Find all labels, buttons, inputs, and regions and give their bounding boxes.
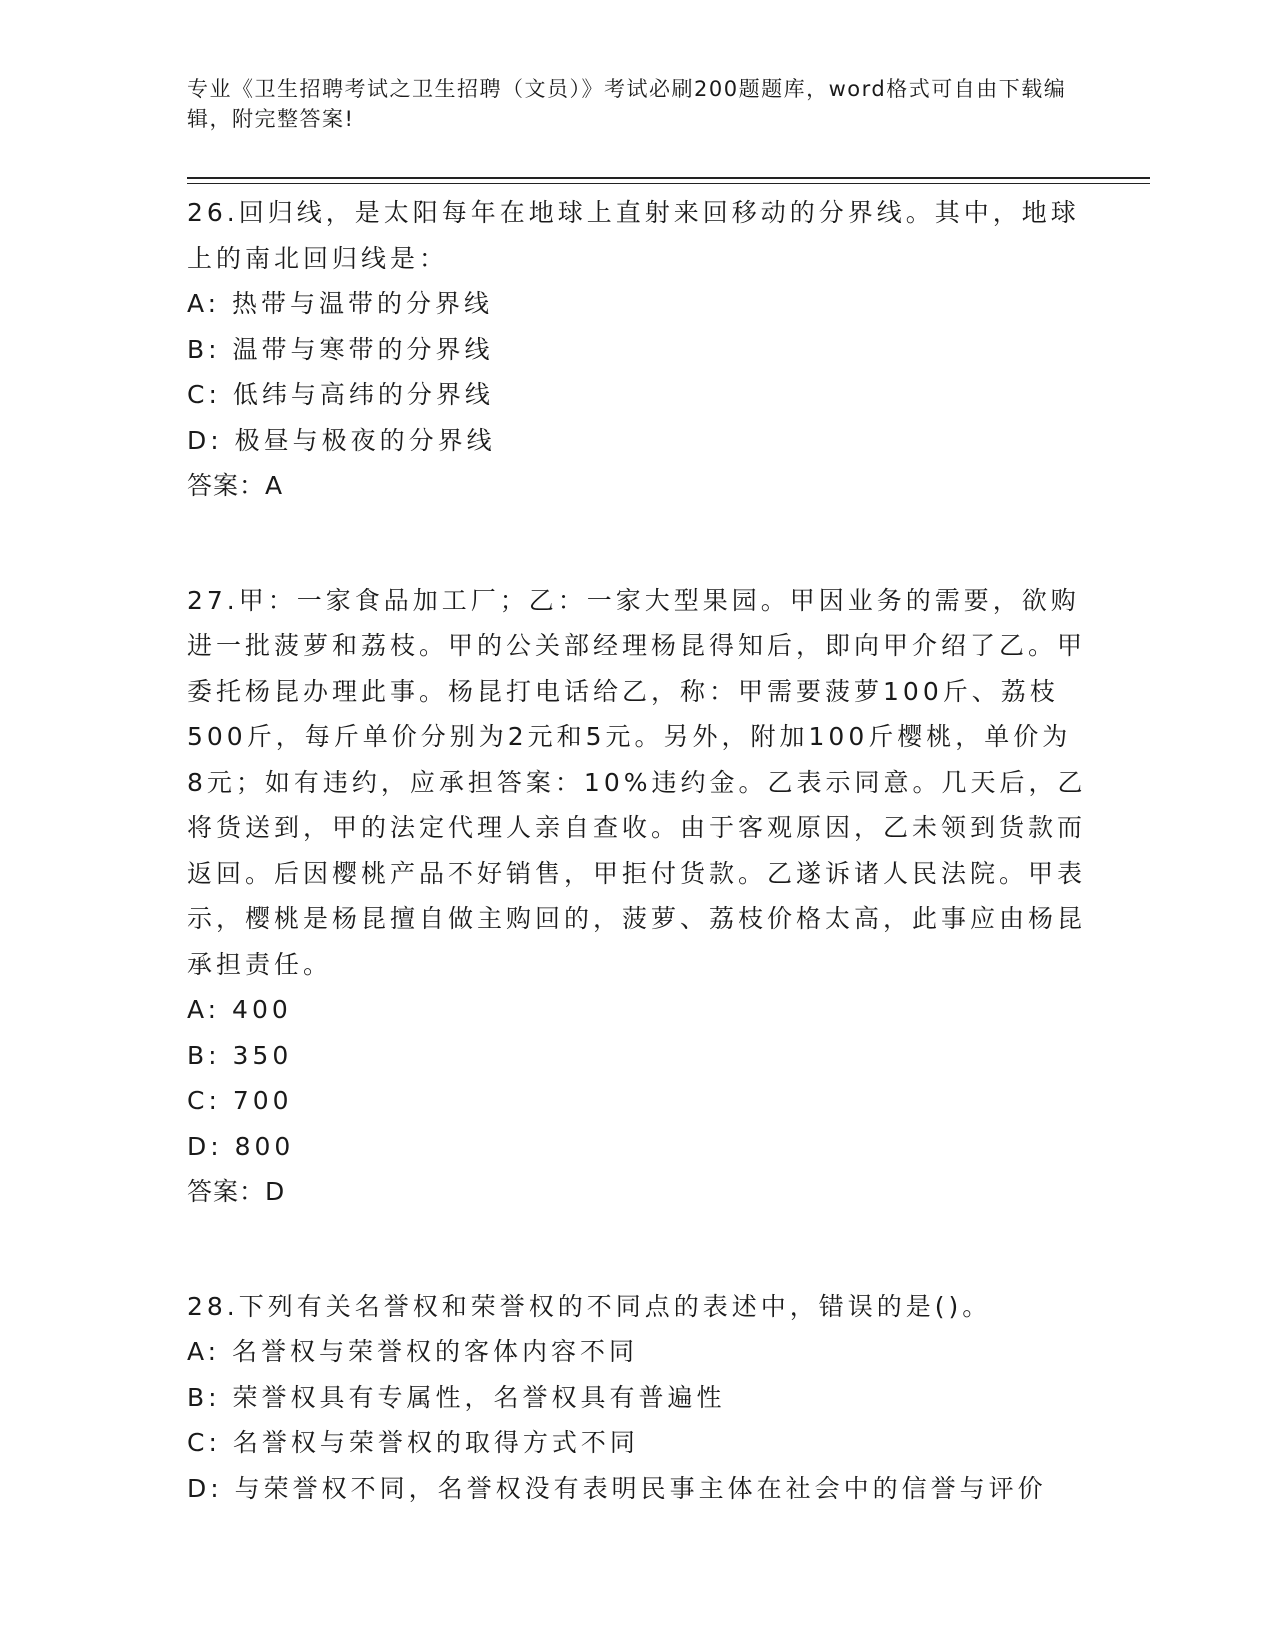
question-stem: 26.回归线，是太阳每年在地球上直射来回移动的分界线。其中，地球上的南北回归线是： <box>187 198 1080 273</box>
option-b: B: 350 <box>187 1040 293 1070</box>
answer: 答案：A <box>187 471 284 500</box>
option-a: A: 400 <box>187 995 292 1024</box>
question-28 <box>187 1284 1087 1512</box>
question-27 <box>187 578 1087 1215</box>
option-a: A: 名誉权与荣誉权的客体内容不同 <box>187 1337 639 1366</box>
option-d: D: 与荣誉权不同，名誉权没有表明民事主体在社会中的信誉与评价 <box>187 1473 1047 1503</box>
question-stem: 28.下列有关名誉权和荣誉权的不同点的表述中，错误的是()。 <box>187 1291 992 1321</box>
header-divider-thin <box>187 183 1150 184</box>
option-b: B: 荣誉权具有专属性，名誉权具有普遍性 <box>187 1382 726 1412</box>
answer: 答案：D <box>187 1177 286 1206</box>
question-26 <box>187 190 1087 509</box>
option-a: A: 热带与温带的分界线 <box>187 289 494 318</box>
question-stem: 27.甲：一家食品加工厂；乙：一家大型果园。甲因业务的需要，欲购进一批菠萝和荔枝。甲的公关部经理杨昆得知后，即向甲介绍了乙。甲委托杨昆办理此事。杨昆打电话给乙，称：甲需要菠萝100斤、荔枝500斤，每斤单价分别为2元和5元。另外，附加100斤樱桃，单价为8元；如有违约，应承担答案：10%违约金。乙表示同意。几天后，乙将货送到，甲的法定代理人亲自查收。由于客观原因，乙未领到货款而返回。后因樱桃产品不好销售，甲拒付货款。乙遂诉诸人民法院。甲表示，樱桃是杨昆擅自做主购回的，菠萝、荔枝价格太高，此事应由杨昆承担责任。 <box>187 585 1087 979</box>
document-header: 专业《卫生招聘考试之卫生招聘（文员）》考试必刷200题题库，word格式可自由下载编辑，附完整答案! <box>187 77 1067 131</box>
option-c: C: 700 <box>187 1086 293 1115</box>
option-b: B: 温带与寒带的分界线 <box>187 334 494 364</box>
option-c: C: 低纬与高纬的分界线 <box>187 380 494 409</box>
option-d: D: 800 <box>187 1131 295 1161</box>
option-d: D: 极昼与极夜的分界线 <box>187 425 496 455</box>
option-c: C: 名誉权与荣誉权的取得方式不同 <box>187 1428 639 1457</box>
question-list <box>187 190 1087 1580</box>
header-divider-thick <box>187 177 1150 179</box>
